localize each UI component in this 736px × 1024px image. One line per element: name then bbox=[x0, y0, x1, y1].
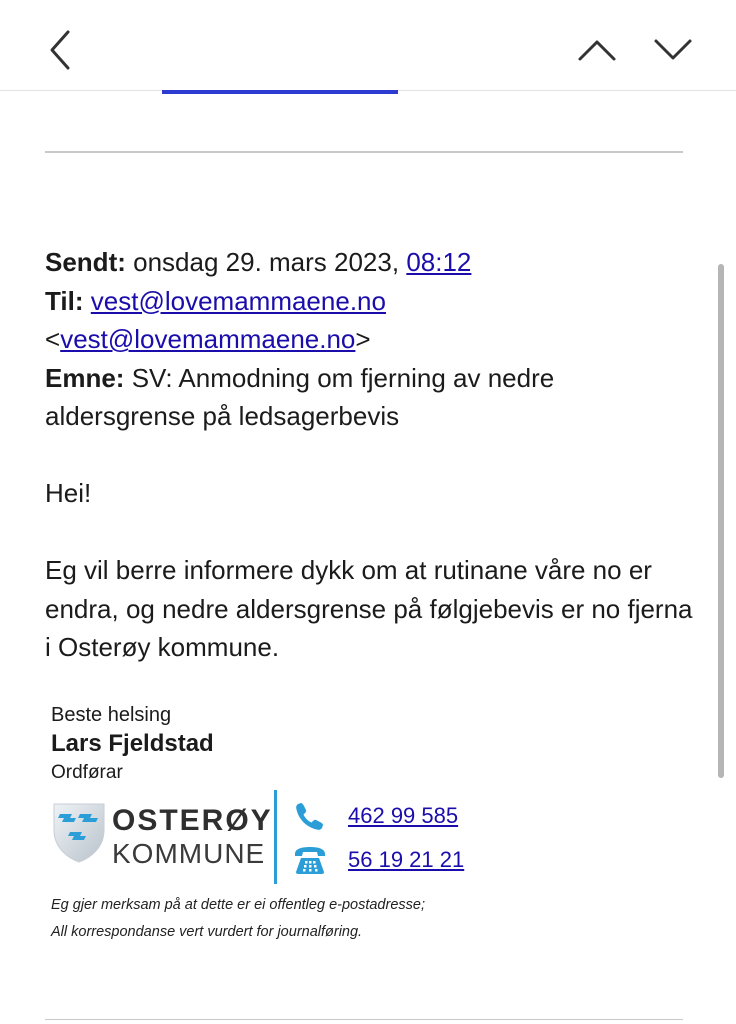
to-email-bracket-line bbox=[45, 320, 695, 359]
email-content bbox=[45, 243, 695, 667]
divider bbox=[45, 151, 683, 153]
top-bar bbox=[0, 0, 736, 91]
municipality-logo-block bbox=[52, 788, 492, 884]
message-paragraph: Eg vil berre informere dykk om at rutinane våre no er endra, og nedre aldersgrense på følgjebevis er no fjerna i Osterøy kommune. bbox=[45, 555, 693, 662]
sent-value: onsdag 29. mars 2023, bbox=[133, 247, 400, 277]
to-label: Til: bbox=[45, 285, 84, 316]
sent-time-link[interactable]: 08:12 bbox=[406, 247, 472, 277]
previous-message-button[interactable] bbox=[572, 30, 622, 70]
logo-text-osteroy: OSTERØY bbox=[112, 804, 273, 837]
osteroy-coat-of-arms-icon bbox=[52, 800, 106, 864]
subject-line bbox=[45, 359, 695, 436]
to-line bbox=[45, 282, 695, 321]
chevron-down-icon bbox=[652, 37, 694, 63]
desk-phone-icon bbox=[292, 842, 328, 878]
chevron-left-icon bbox=[46, 28, 74, 72]
phone-row bbox=[292, 842, 464, 878]
greeting: Hei! bbox=[45, 478, 92, 508]
to-email-bracketed-link[interactable]: vest@lovemammaene.no bbox=[60, 324, 356, 354]
signature-name: Lars Fjeldstad bbox=[51, 730, 214, 757]
signature-closing: Beste helsing bbox=[51, 704, 172, 726]
disclaimer-line-2: All korrespondanse vert vurdert for journalføring. bbox=[51, 924, 363, 940]
tab-indicator bbox=[162, 90, 398, 94]
bracket-open: < bbox=[45, 324, 61, 354]
back-button[interactable] bbox=[38, 26, 82, 74]
chevron-up-icon bbox=[576, 37, 618, 63]
sent-line bbox=[45, 243, 695, 282]
scrollbar[interactable] bbox=[718, 264, 724, 778]
signature-title: Ordførar bbox=[51, 762, 123, 783]
mobile-number-link[interactable]: 462 99 585 bbox=[348, 803, 459, 828]
sent-label: Sendt: bbox=[45, 247, 126, 277]
disclaimer-line-1: Eg gjer merksam på at dette er ei offentleg e-postadresse; bbox=[51, 897, 425, 913]
disclaimer bbox=[51, 892, 691, 946]
divider bbox=[45, 1019, 683, 1020]
next-message-button[interactable] bbox=[648, 30, 698, 70]
phone-handset-icon bbox=[292, 798, 328, 834]
mobile-row bbox=[292, 798, 458, 834]
subject-value: SV: Anmodning om fjerning av nedre aldersgrense på ledsagerbevis bbox=[45, 362, 555, 431]
signature bbox=[51, 702, 671, 786]
to-email-link[interactable]: vest@lovemammaene.no bbox=[90, 285, 386, 316]
phone-number-link[interactable]: 56 19 21 21 bbox=[348, 847, 465, 872]
logo-divider bbox=[274, 790, 277, 884]
subject-label: Emne: bbox=[45, 362, 125, 393]
logo-text-kommune: KOMMUNE bbox=[112, 838, 266, 869]
bracket-close: > bbox=[355, 324, 371, 354]
